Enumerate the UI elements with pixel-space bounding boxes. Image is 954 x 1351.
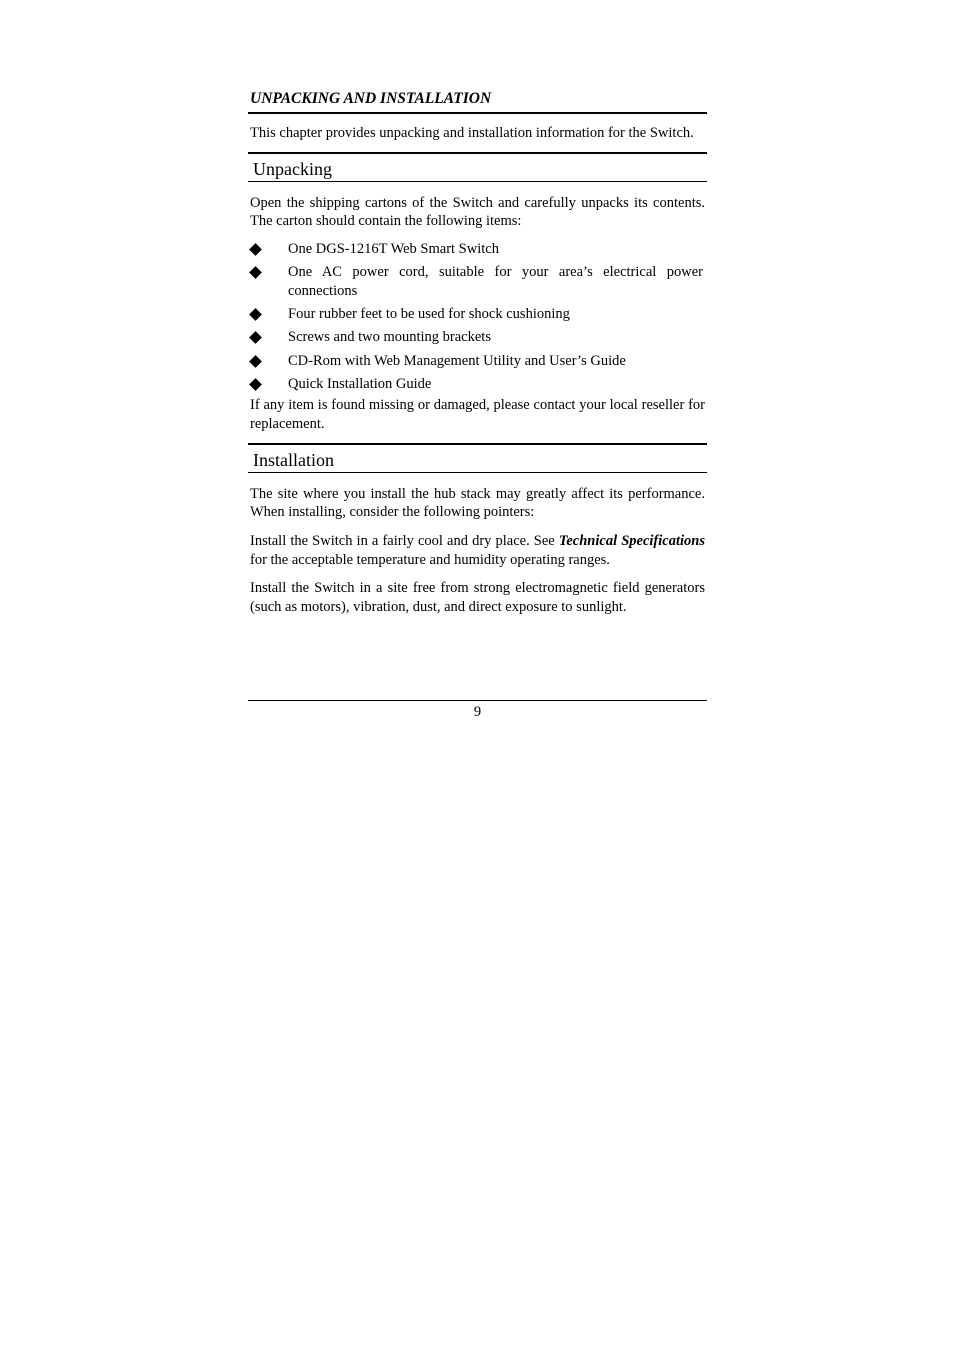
technical-specifications-reference: Technical Specifications [558,533,705,549]
diamond-bullet-icon [249,331,262,344]
diamond-bullet-icon [249,243,262,256]
installation-intro: The site where you install the hub stack may greatly affect its performance. When installing, consider the following pointers: [250,485,705,521]
chapter-title: UNPACKING AND INSTALLATION [250,90,492,107]
diamond-bullet-icon [249,355,262,368]
unpacking-closing: If any item is found missing or damaged, please contact your local reseller for replacement. [250,397,705,432]
installation-paragraph-1: Install the Switch in a fairly cool and dry place. See Technical Specifications for the acceptable temperature and humidity operating ranges. [250,533,705,568]
section-unpacking [248,152,707,434]
list-item: One AC power cord, suitable for your area’s electrical power connections [248,263,707,300]
list-item: One DGS-1216T Web Smart Switch [248,240,707,258]
diamond-bullet-icon [249,378,262,391]
installation-paragraph-2: Install the Switch in a site free from strong electromagnetic field generators (such as motors), vibration, dust, and direct exposure to sunlight. [250,580,705,616]
list-item: Screws and two mounting brackets [248,328,707,346]
document-page [248,88,707,617]
section-heading-installation: Installation [248,443,707,473]
chapter-rule [248,112,707,114]
chapter-intro: This chapter provides unpacking and installation information for the Switch. [250,125,694,141]
unpacking-intro: Open the shipping cartons of the Switch and carefully unpacks its contents. The carton should contain the following items: [250,194,705,230]
contents-list [248,240,707,393]
section-heading-unpacking: Unpacking [248,152,707,182]
footer-rule [248,700,707,701]
list-item: CD-Rom with Web Management Utility and User’s Guide [248,352,707,370]
diamond-bullet-icon [249,267,262,280]
section-installation [248,443,707,617]
list-item: Quick Installation Guide [248,375,707,393]
page-number: 9 [473,704,482,720]
list-item: Four rubber feet to be used for shock cushioning [248,305,707,323]
diamond-bullet-icon [249,308,262,321]
